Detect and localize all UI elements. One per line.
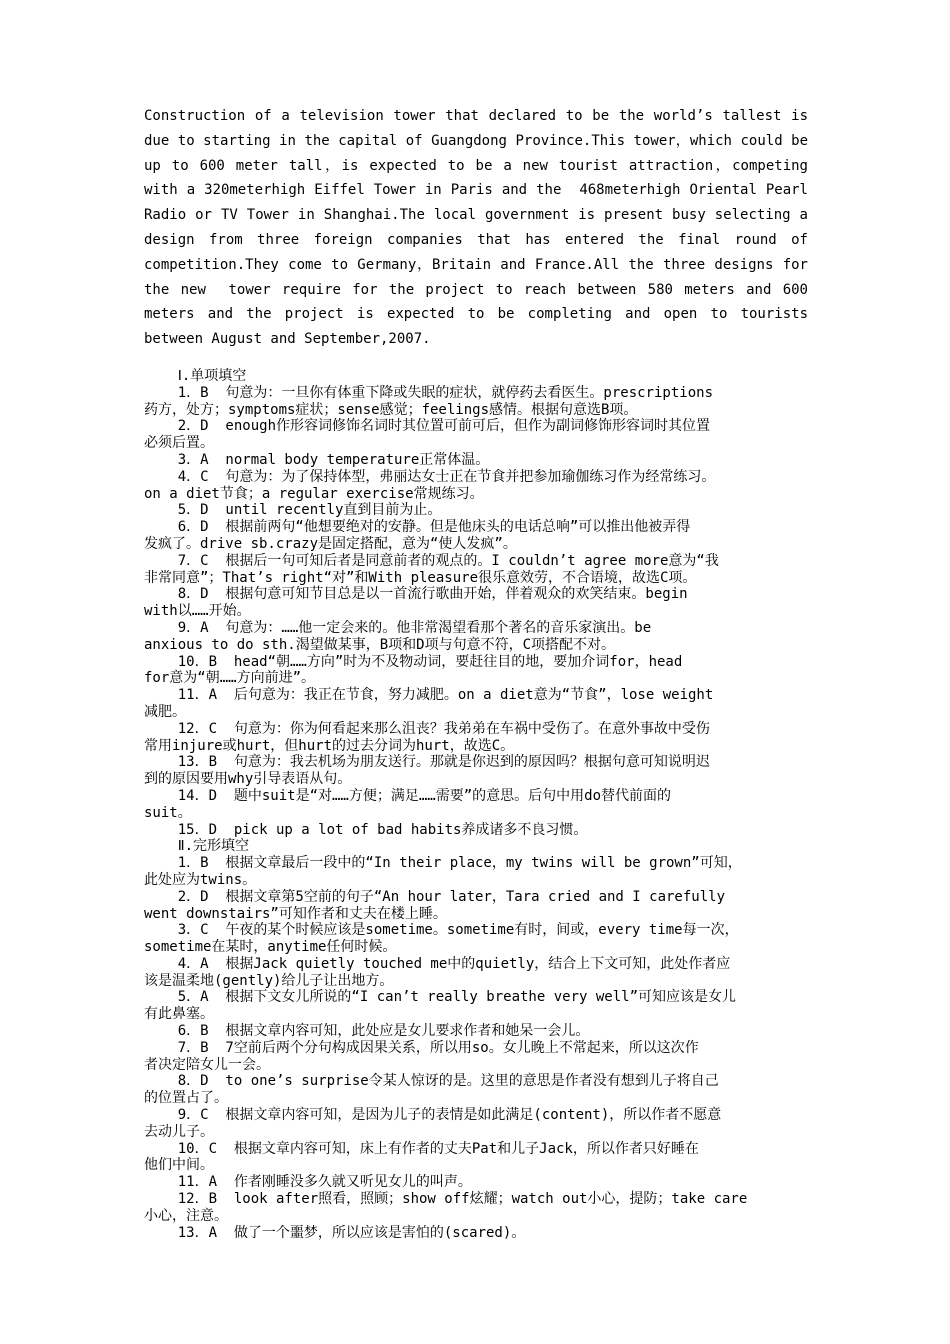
- passage-line: up to 600 meter tall，is expected to be a new tourist attraction，competing: [144, 157, 808, 174]
- answer-line: 他们中间。: [144, 1157, 214, 1174]
- answer-line: sometime在某时，anytime任何时候。: [144, 939, 397, 956]
- passage-line: with a 320meterhigh Eiffel Tower in Paris and the 468meterhigh Oriental Pearl: [144, 182, 808, 199]
- answer-line: 此处应为twins。: [144, 871, 257, 888]
- answer-line: 15．D pick up a lot of bad habits养成诸多不良习惯。: [144, 821, 588, 838]
- answer-line: 3．C 午夜的某个时候应该是sometime。sometime有时，间或，every time每一次，: [144, 922, 739, 939]
- answer-line: 到的原因要用why引导表语从句。: [144, 771, 352, 788]
- answer-line: 10．B head“朝……方向”时为不及物动词，要赶往目的地，要加介词for，head: [144, 653, 683, 670]
- answer-line: 必须后置。: [144, 435, 214, 452]
- answer-line: 12．C 句意为：你为何看起来那么沮丧？我弟弟在车祸中受伤了。在意外事故中受伤: [144, 720, 710, 737]
- passage-line: design from three foreign companies that has entered the final round of: [144, 231, 808, 248]
- answer-line: suit。: [144, 804, 192, 821]
- answer-line: 3．A normal body temperature正常体温。: [144, 451, 490, 468]
- answer-line: with以……开始。: [144, 603, 251, 620]
- answer-line: 13．B 句意为：我去机场为朋友送行。那就是你迟到的原因吗？根据句意可知说明迟: [144, 754, 710, 771]
- answer-line: anxious to do sth.渴望做某事，B项和D项与句意不符，C项搭配不对。: [144, 636, 616, 653]
- answer-line: 非常同意”；That’s right“对”和With pleasure很乐意效劳，不合语境，故选C项。: [144, 569, 697, 586]
- passage-line: meters and the project is expected to be completing and open to tourists: [144, 306, 808, 323]
- passage-line: Construction of a television tower that declared to be the world’s tallest is: [144, 108, 808, 124]
- answer-line: 减肥。: [144, 703, 186, 720]
- answer-line: 5．A 根据下文女儿所说的“I can’t really breathe very well”可知应该是女儿: [144, 989, 737, 1006]
- answer-line: 的位置占了。: [144, 1090, 228, 1107]
- reading-passage: [144, 104, 808, 352]
- answer-line: 7．C 根据后一句可知后者是同意前者的观点的。I couldn’t agree more意为“我: [144, 552, 719, 569]
- passage-line: due to starting in the capital of Guangdong Province.This tower，which could be: [144, 132, 808, 149]
- answer-line: 4．C 句意为：为了保持体型，弗丽达女士正在节食并把参加瑜伽练习作为经常练习。: [144, 468, 716, 485]
- answer-line: 9．A 句意为：……他一定会来的。他非常渴望看那个著名的音乐家演出。be: [144, 619, 652, 636]
- passage-line: Radio or TV Tower in Shanghai.The local government is present busy selecting a: [144, 207, 808, 224]
- answer-line: 该是温柔地(gently)给儿子让出地方。: [144, 972, 394, 989]
- answer-line: 10．C 根据文章内容可知，床上有作者的丈夫Pat和儿子Jack，所以作者只好睡在: [144, 1140, 699, 1157]
- answer-line: 7．B 7空前后两个分句构成因果关系，所以用so。女儿晚上不常起来，所以这次作: [144, 1039, 699, 1056]
- passage-line: between August and September,2007.: [144, 331, 431, 348]
- answer-line: 1．B 根据文章最后一段中的“In their place，my twins will be grown”可知，: [144, 855, 742, 872]
- answer-line: 12．B look after照看，照顾；show off炫耀；watch out小心，提防；take care: [144, 1191, 748, 1208]
- answer-line: 11．A 后句意为：我正在节食，努力减肥。on a diet意为“节食”，lose weight: [144, 687, 714, 704]
- answer-line: 2．D enough作形容词修饰名词时其位置可前可后，但作为副词修饰形容词时其位置: [144, 418, 710, 435]
- answer-line: 8．D to one’s surprise令某人惊讶的是。这里的意思是作者没有想到儿子将自己: [144, 1073, 719, 1090]
- answer-line: 小心，注意。: [144, 1207, 228, 1224]
- answer-line: 常用injure或hurt，但hurt的过去分词为hurt，故选C。: [144, 737, 515, 754]
- answer-line: went downstairs”可知作者和丈夫在楼上睡。: [144, 905, 447, 922]
- passage-line: the new tower require for the project to reach between 580 meters and 600: [144, 281, 808, 298]
- answer-line: 6．B 根据文章内容可知，此处应是女儿要求作者和她呆一会儿。: [144, 1023, 590, 1040]
- answer-line: 药方，处方；symptoms症状；sense感觉；feelings感情。根据句意选B项。: [144, 401, 638, 418]
- answer-line: 5．D until recently直到目前为止。: [144, 502, 442, 519]
- answer-line: 13．A 做了一个噩梦，所以应该是害怕的(scared)。: [144, 1224, 526, 1241]
- answer-line: 8．D 根据句意可知节目总是以一首流行歌曲开始，伴着观众的欢笑结束。begin: [144, 586, 688, 603]
- answer-line: 11．A 作者刚睡没多久就又听见女儿的叫声。: [144, 1174, 472, 1191]
- passage-line: competition.They come to Germany，Britain and France.All the three designs for: [144, 256, 808, 273]
- answer-line: 6．D 根据前两句“他想要绝对的安静。但是他床头的电话总响”可以推出他被弄得: [144, 519, 691, 536]
- answer-line: 1．B 句意为：一旦你有体重下降或失眠的症状，就停药去看医生。prescriptions: [144, 384, 714, 401]
- answer-line: Ⅰ.单项填空: [144, 368, 247, 384]
- answer-key: [144, 368, 814, 1241]
- answer-line: 有此鼻塞。: [144, 1006, 214, 1023]
- answer-line: 9．C 根据文章内容可知，是因为儿子的表情是如此满足(content)，所以作者不愿意: [144, 1107, 722, 1124]
- answer-line: 14．D 题中suit是“对……方便；满足……需要”的意思。后句中用do替代前面的: [144, 787, 672, 804]
- answer-line: for意为“朝……方向前进”。: [144, 670, 316, 687]
- answer-line: 2．D 根据文章第5空前的句子“An hour later，Tara cried and I carefully: [144, 888, 726, 905]
- answer-line: Ⅱ.完形填空: [144, 838, 250, 855]
- answer-line: 4．A 根据Jack quietly touched me中的quietly，结合上下文可知，此处作者应: [144, 955, 731, 972]
- answer-line: 去动儿子。: [144, 1123, 214, 1140]
- answer-line: 者决定陪女儿一会。: [144, 1056, 270, 1073]
- answer-line: 发疯了。drive sb.crazy是固定搭配，意为“使人发疯”。: [144, 535, 517, 552]
- answer-line: on a diet节食；a regular exercise常规练习。: [144, 485, 484, 502]
